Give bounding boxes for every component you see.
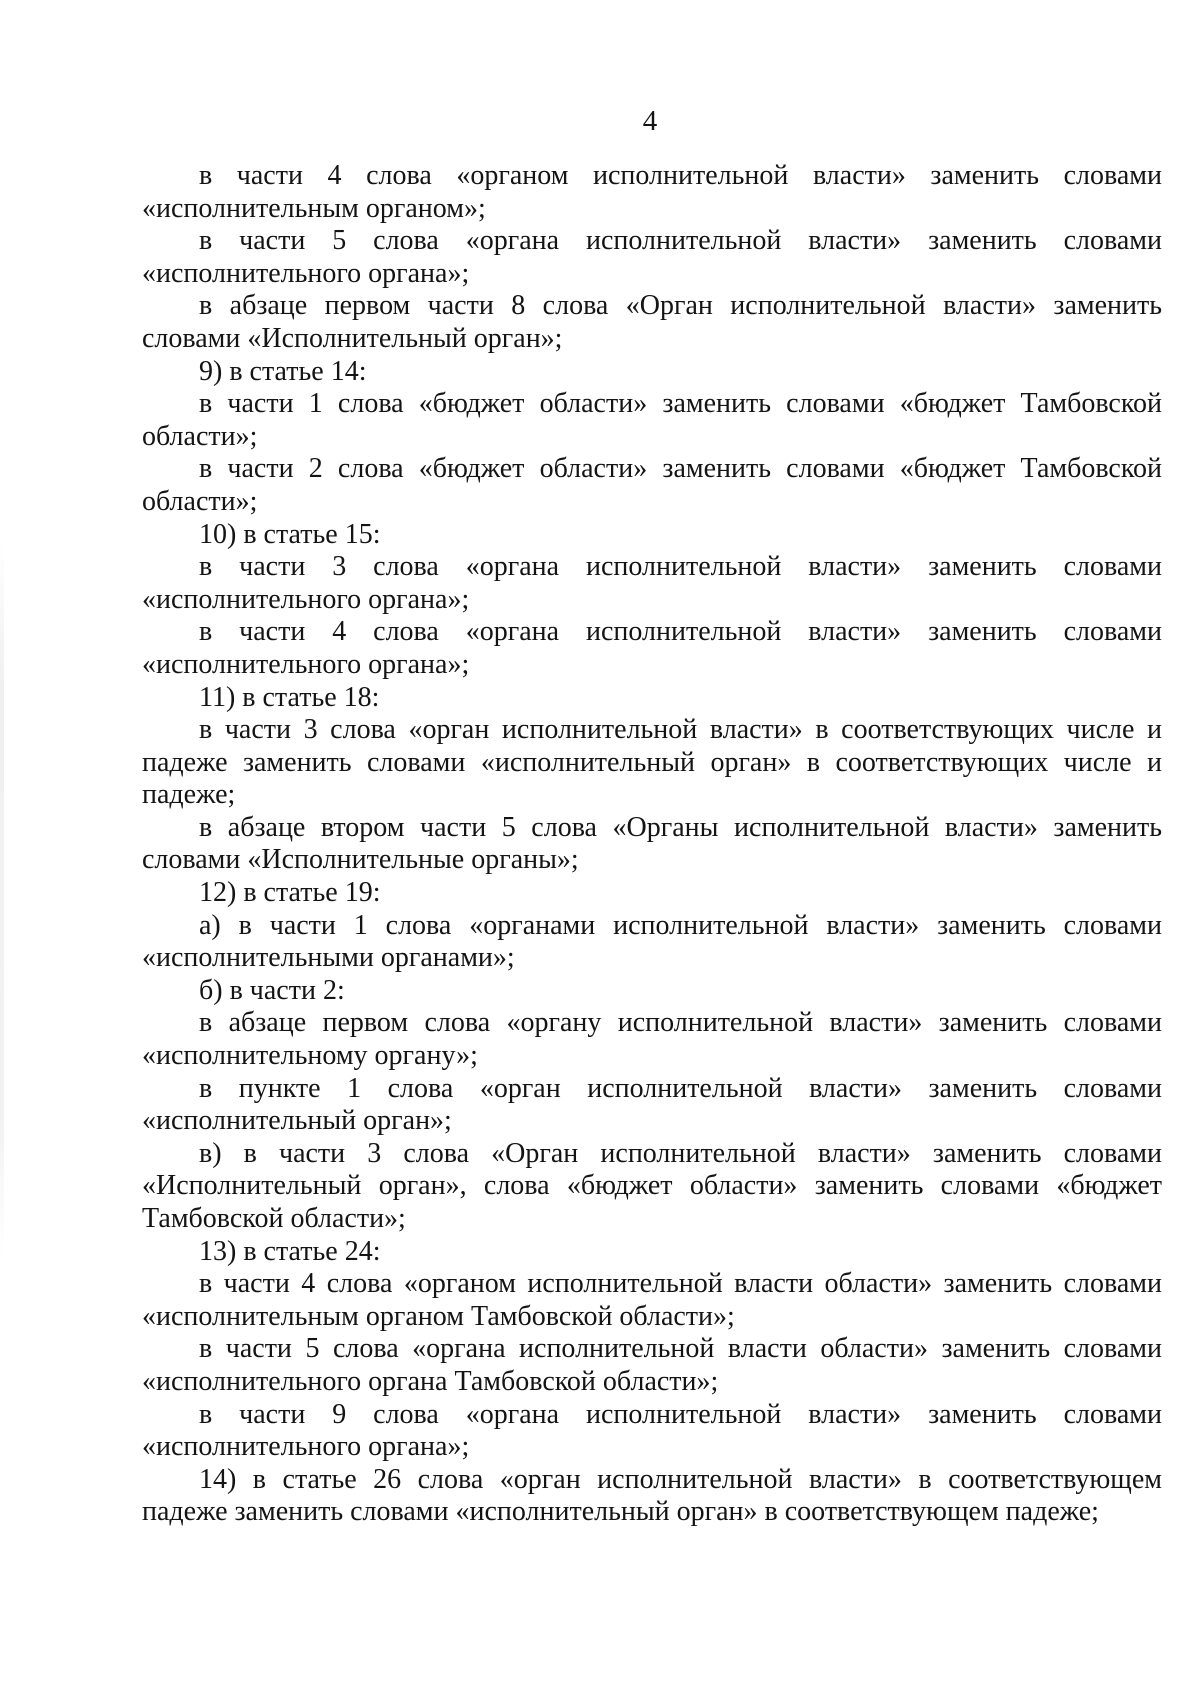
paragraph: в части 1 слова «бюджет области» заменить словами «бюджет Тамбовской области»; [142,388,1162,452]
paragraph: в части 4 слова «органом исполнительной власти области» заменить словами «исполнительным органом Тамбовской области»; [142,1268,1162,1332]
article-heading: 12) в статье 19: [199,877,381,909]
paragraph: в абзаце первом части 8 слова «Орган исполнительной власти» заменить словами «Исполнительный орган»; [142,290,1162,354]
paragraph: 14) в статье 26 слова «орган исполнительной власти» в соответствующем падеже заменить словами «исполнительный орган» в соответствующем падеже; [142,1463,1162,1528]
paragraph: в абзаце втором части 5 слова «Органы исполнительной власти» заменить словами «Исполнительные органы»; [142,811,1162,876]
paragraph: в части 2 слова «бюджет области» заменить словами «бюджет Тамбовской области»; [142,453,1162,517]
paragraph: в части 4 слова «органа исполнительной власти» заменить словами «исполнительного органа»; [142,616,1162,680]
article-heading: 9) в статье 14: [199,355,367,387]
paragraph: в части 5 слова «органа исполнительной власти» заменить словами «исполнительного органа»; [142,225,1162,289]
article-heading: 10) в статье 15: [199,518,381,550]
paragraph: а) в части 1 слова «органами исполнительной власти» заменить словами «исполнительными органами»; [142,909,1162,974]
scan-edge-shadow [0,540,4,1260]
paragraph: в части 5 слова «органа исполнительной власти области» заменить словами «исполнительного органа Тамбовской области»; [142,1333,1162,1397]
paragraph: в абзаце первом слова «органу исполнительной власти» заменить словами «исполнительному органу»; [142,1007,1162,1072]
document-body [142,160,1162,1529]
paragraph: в пункте 1 слова «орган исполнительной власти» заменить словами «исполнительный орган»; [142,1072,1162,1137]
article-heading: 13) в статье 24: [199,1235,381,1267]
article-heading: 11) в статье 18: [199,681,380,713]
paragraph: в) в части 3 слова «Орган исполнительной власти» заменить словами «Исполнительный орган», слова «бюджет области» заменить словами «бюджет Тамбовской области»; [142,1137,1162,1234]
paragraph: в части 3 слова «орган исполнительной власти» в соответствующих числе и падеже заменить словами «исполнительный орган» в соответствующих числе и падеже; [142,714,1162,811]
paragraph: в части 3 слова «органа исполнительной власти» заменить словами «исполнительного органа»; [142,551,1162,615]
page-number: 4 [642,105,658,137]
sub-heading: б) в части 2: [199,974,345,1006]
paragraph: в части 4 слова «органом исполнительной власти» заменить словами «исполнительным органом»; [142,160,1162,224]
paragraph: в части 9 слова «органа исполнительной власти» заменить словами «исполнительного органа»; [142,1398,1162,1463]
